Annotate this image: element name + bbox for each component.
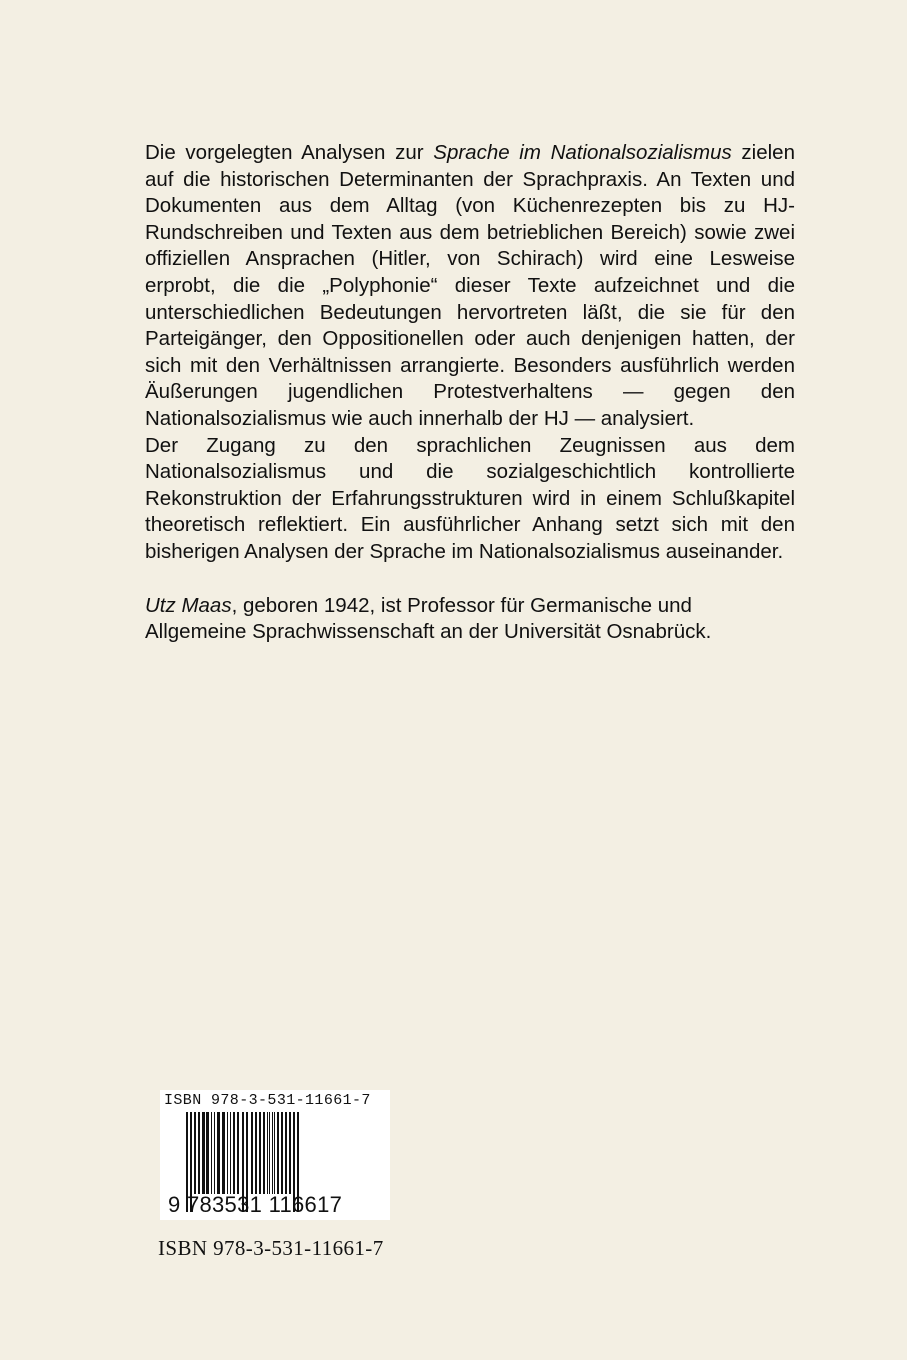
barcode-bar (237, 1112, 239, 1194)
isbn-barcode (160, 1090, 390, 1220)
barcode-bar (277, 1112, 279, 1194)
author-name: Utz Maas (145, 593, 232, 617)
blurb-p1-body: zielen auf die historischen Determinanten der Sprachpraxis. An Texten und Dokumenten aus dem Alltag (von Küchenrezepten bis zu HJ-Rundschreiben und Texten aus dem betrieblichen Bereich) sowie zwei offiziellen Ansprachen (Hitler, von Schirach) wird eine Lesweise erprobt, die die „Polyphonie“ dieser Texte aufzeichnet und die unterschiedlichen Bedeutungen hervortreten läßt, die sie für den Parteigänger, den Oppositionellen oder auch denjenigen hatten, der sich mit den Verhältnissen arrangierte. Besonders ausführlich werden Äußerungen jugendlichen Protestverhaltens — gegen den Nationalsozialismus wie auch innerhalb der HJ — analysiert. (145, 141, 795, 430)
blurb-paragraph-2: Der Zugang zu den sprachlichen Zeugnissen aus dem Nationalsozialismus und die sozialgeschichtlich kontrollierte Rekonstruktion der Erfahrungsstrukturen wird in einem Schlußkapitel theoretisch reflektiert. Ein ausführlicher Anhang setzt sich mit den bisherigen Analysen der Sprache im Nationalsozialismus auseinander. (145, 433, 795, 563)
barcode-bar (233, 1112, 235, 1194)
barcode-bar (194, 1112, 196, 1194)
barcode-bar (267, 1112, 268, 1194)
barcode-bar (198, 1112, 200, 1194)
barcode-bar (222, 1112, 225, 1194)
barcode-bar (230, 1112, 231, 1194)
blurb-p1-intro: Die vorgelegten Analysen zur (145, 141, 434, 164)
barcode-bar (269, 1112, 270, 1194)
barcode-bar (214, 1112, 215, 1194)
barcode-bar (272, 1112, 273, 1194)
barcode-bar (206, 1112, 209, 1194)
barcode-bar (217, 1112, 220, 1194)
barcode-bar (285, 1112, 287, 1194)
author-paragraph (145, 593, 795, 646)
barcode-isbn-label: ISBN 978-3-531-11661-7 (164, 1092, 371, 1109)
book-title-reference: Sprache im Nationalsozialismus (433, 141, 732, 164)
barcode-bar (202, 1112, 205, 1194)
author-bio: , geboren 1942, ist Professor für Germanische und Allgemeine Sprachwissenschaft an der Universität Osnabrück. (145, 593, 712, 644)
back-cover-blurb (145, 140, 795, 646)
barcode-bar (259, 1112, 261, 1194)
barcode-bar (289, 1112, 291, 1194)
barcode-bar (274, 1112, 275, 1194)
barcode-bar (251, 1112, 253, 1194)
barcode-digits: 9 783531 116617 (168, 1192, 343, 1217)
barcode-bar (227, 1112, 228, 1194)
blurb-paragraph-1 (145, 140, 795, 433)
barcode-bar (211, 1112, 212, 1194)
isbn-footer: ISBN 978-3-531-11661-7 (158, 1236, 384, 1260)
barcode-bar (255, 1112, 257, 1194)
barcode-bar (281, 1112, 283, 1194)
barcode-bar (263, 1112, 265, 1194)
